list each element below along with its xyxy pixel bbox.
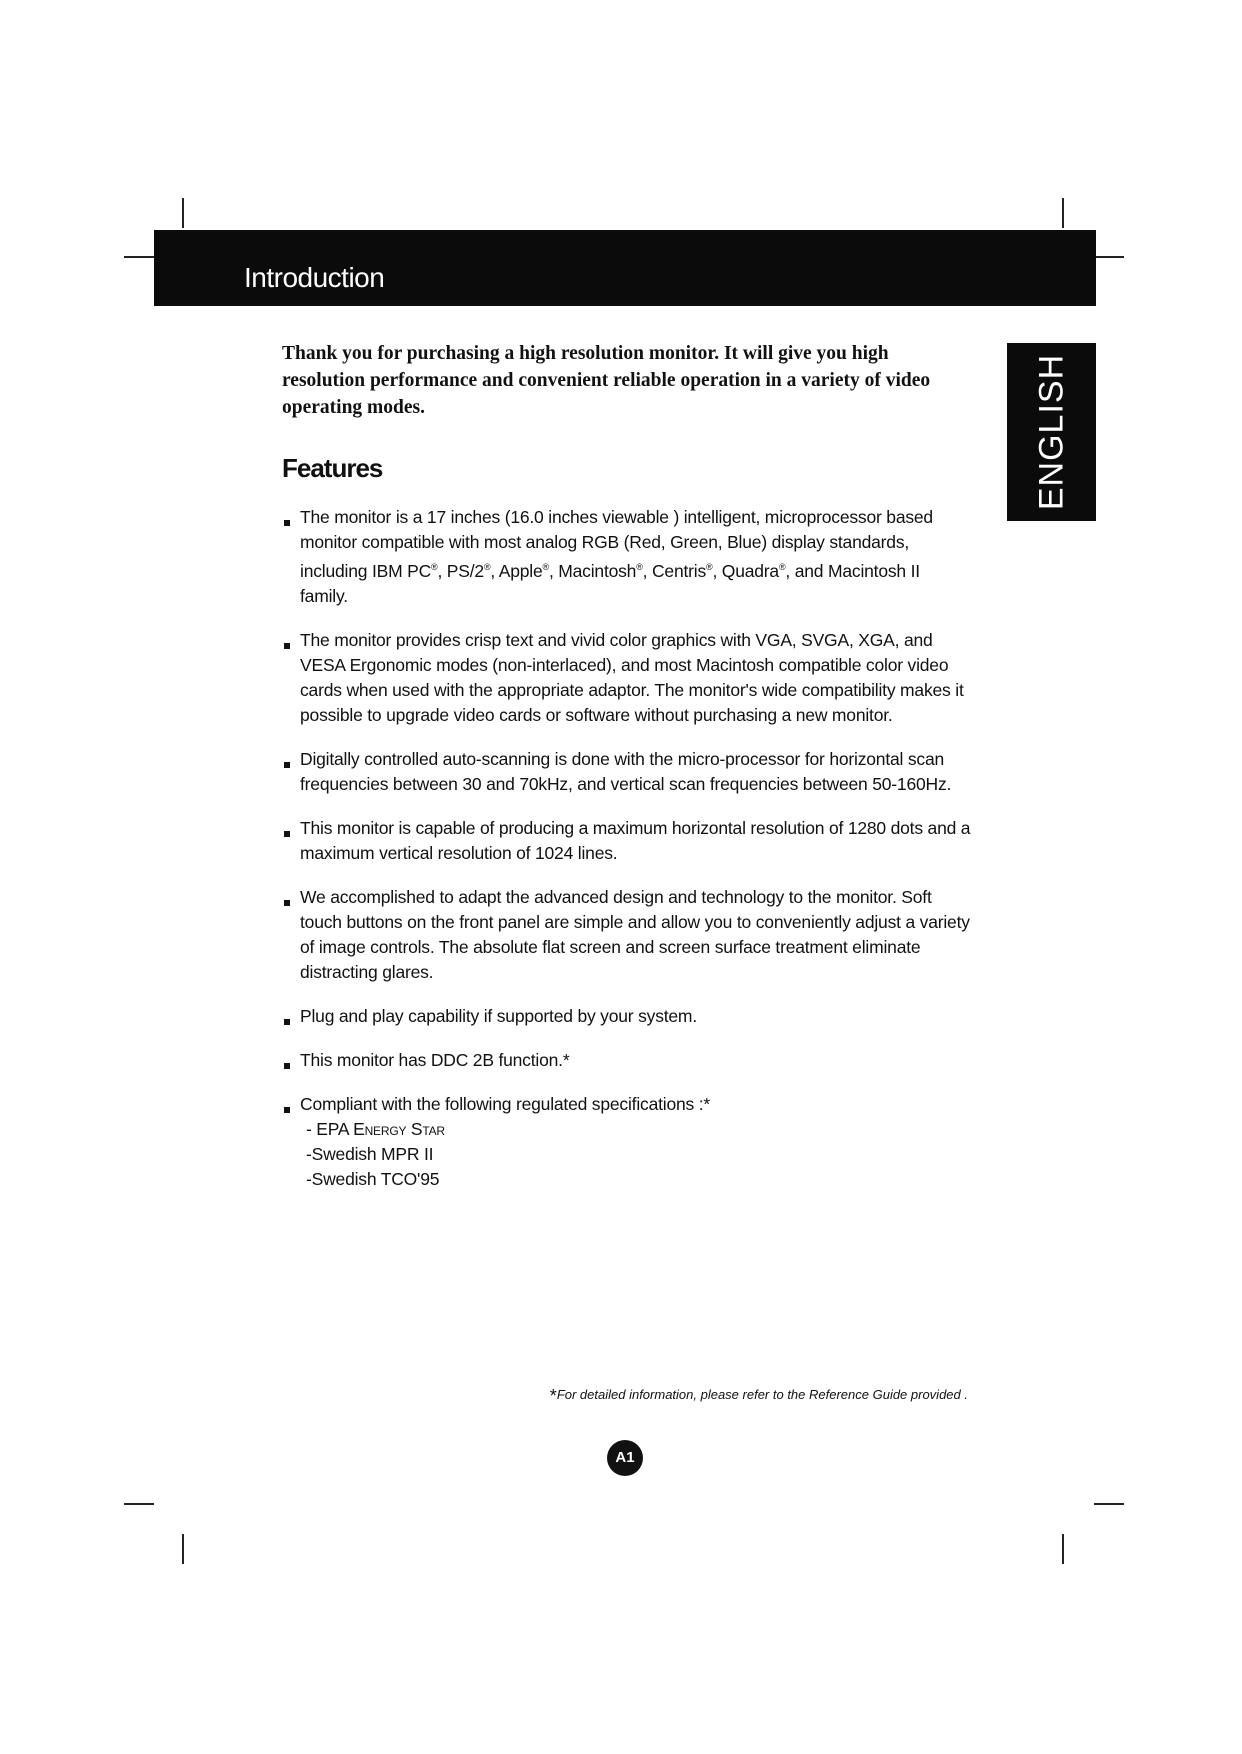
bullet-icon — [284, 900, 290, 906]
features-heading: Features — [282, 453, 383, 483]
crop-mark — [1094, 1503, 1124, 1505]
spec-item: -Swedish TCO'95 — [306, 1168, 440, 1189]
feature-text: We accomplished to adapt the advanced design and technology to the monitor. Soft touch buttons on the front panel are simple and allow you to conveniently adjust a variety of image controls. The absolute flat screen and screen surface treatment eliminate distracting glares. — [300, 886, 970, 982]
spec-list — [300, 1117, 972, 1192]
footnote-star: * — [549, 1386, 557, 1406]
crop-mark — [1094, 256, 1124, 258]
crop-mark — [124, 1503, 154, 1505]
registered-mark: ® — [706, 562, 713, 572]
registered-mark: ® — [542, 562, 549, 572]
crop-mark — [182, 1534, 184, 1564]
feature-text: , Macintosh — [548, 560, 637, 581]
registered-mark: ® — [483, 562, 491, 572]
feature-item — [282, 1048, 972, 1073]
language-label: ENGLISH — [1032, 353, 1070, 511]
registered-mark: ® — [778, 562, 786, 572]
footnote — [550, 1386, 968, 1407]
section-title: Introduction — [244, 262, 385, 293]
feature-text: The monitor provides crisp text and vivid color graphics with VGA, SVGA, XGA, and VESA Ergonomic modes (non-interlaced), and most Macintosh compatible color video cards when used with the appropriate adaptor. The monitor's wide compatibility makes it possible to upgrade video cards or software without purchasing a new monitor. — [300, 629, 964, 725]
bullet-icon — [284, 831, 290, 837]
feature-item — [282, 747, 972, 797]
feature-text: , Quadra — [712, 560, 779, 581]
registered-mark: ® — [431, 562, 438, 572]
crop-mark — [182, 198, 184, 228]
bullet-icon — [284, 1107, 290, 1113]
spec-item: - EPA Energy Star — [306, 1118, 445, 1139]
bullet-icon — [284, 762, 290, 768]
crop-mark — [124, 256, 154, 258]
registered-mark: ® — [636, 562, 643, 572]
bullet-icon — [284, 1063, 290, 1069]
bullet-icon — [284, 1019, 290, 1025]
bullet-icon — [284, 520, 290, 526]
language-tab — [1007, 343, 1096, 521]
feature-text: Compliant with the following regulated specifications :* — [300, 1093, 710, 1114]
feature-item — [282, 1092, 972, 1192]
feature-text: Plug and play capability if supported by your system. — [300, 1005, 697, 1026]
footnote-text: For detailed information, please refer to the Reference Guide provided . — [556, 1387, 968, 1402]
feature-text: The monitor is a 17 inches (16.0 inches viewable ) intelligent, microprocessor based monitor compatible with most analog RGB (Red, Green, Blue) display standards, including IBM PC — [300, 507, 933, 581]
feature-item — [282, 816, 972, 866]
bullet-icon — [284, 643, 290, 649]
feature-text: This monitor is capable of producing a maximum horizontal resolution of 1280 dots and a maximum vertical resolution of 1024 lines. — [300, 817, 971, 863]
feature-item — [282, 1004, 972, 1029]
feature-list — [282, 505, 972, 1192]
feature-text: This monitor has DDC 2B function.* — [300, 1049, 570, 1070]
feature-item — [282, 885, 972, 985]
feature-item — [282, 628, 972, 728]
feature-text: , Apple — [490, 560, 543, 581]
crop-mark — [1062, 198, 1064, 228]
feature-text: Digitally controlled auto-scanning is done with the micro-processor for horizontal scan frequencies between 30 and 70kHz, and vertical scan frequencies between 50-160Hz. — [300, 748, 952, 794]
feature-text: , Centris — [642, 560, 707, 581]
feature-item — [282, 505, 972, 609]
section-header-bar — [154, 230, 1096, 306]
page-content — [282, 340, 972, 1211]
intro-paragraph: Thank you for purchasing a high resolution monitor. It will give you high resolution performance and convenient reliable operation in a variety of video operating modes. — [282, 343, 931, 418]
feature-text: , and Macintosh II family. — [300, 560, 920, 606]
spec-item: -Swedish MPR II — [306, 1143, 434, 1164]
feature-text: , PS/2 — [437, 560, 484, 581]
page-number-badge: A1 — [607, 1440, 643, 1476]
crop-mark — [1062, 1534, 1064, 1564]
